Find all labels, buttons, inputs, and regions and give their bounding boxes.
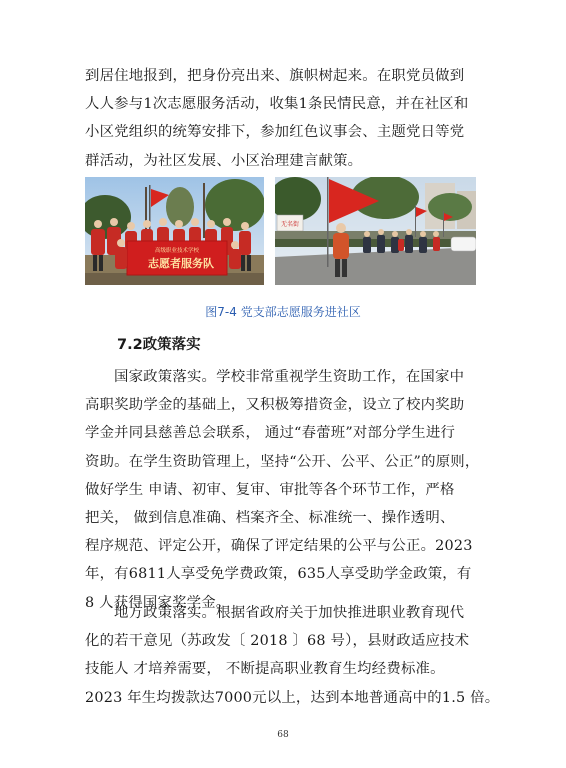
text-line: 做好学生 申请、初审、复审、审批等各个环节工作，严格 <box>85 481 455 498</box>
text-line: 8 人获得国家奖学金。 <box>85 594 231 611</box>
text-line: 程序规范、评定公开，确保了评定结果的公平与公正。2023 <box>85 538 473 555</box>
text-line: 到居住地报到，把身份亮出来、旗帜树起来。在职党员做到 <box>85 68 465 84</box>
section-title: 7.2政策落实 <box>117 337 201 353</box>
text-line: 资助。在学生资助管理上，坚持“公开、公平、公正”的原则， <box>85 453 480 470</box>
page-number: 68 <box>277 730 289 740</box>
figure-caption: 图7-4 党支部志愿服务进社区 <box>205 305 361 319</box>
text-line: 学金并同县慈善总会联系， 通过“春蕾班”对部分学生进行 <box>85 425 456 442</box>
text-line: 技能人 才培养需要， 不断提高职业教育生均经费标准。 <box>85 661 445 678</box>
banner-subtext: 高级职业技术学校 <box>154 248 200 254</box>
text-line: 化的若干意见（苏政发〔 2018 〕68 号），县财政适应技术 <box>85 633 470 650</box>
volunteer-walk-photo <box>275 177 476 285</box>
intro-paragraph <box>85 62 485 175</box>
text-line: 国家政策落实。学校非常重视学生资助工作，在国家中 <box>114 369 465 385</box>
local-policy-paragraph <box>85 599 500 712</box>
text-line: 地方政策落实。根据省政府关于加快推进职业教育现代 <box>114 605 465 621</box>
volunteer-group-photo <box>85 177 264 285</box>
text-line: 小区党组织的统筹安排下，参加红色议事会、主题党日等党 <box>85 124 465 141</box>
text-line: 人人参与1次志愿服务活动，收集1条民情民意，并在社区和 <box>85 96 469 113</box>
text-line: 把关， 做到信息准确、档案齐全、标准统一、操作透明、 <box>85 510 455 527</box>
text-line: 年，有6811人享受免学费政策，635人享受助学金政策，有 <box>85 566 472 583</box>
text-line: 高职奖助学金的基础上，又积极筹措资金，设立了校内奖助 <box>85 397 465 414</box>
national-policy-paragraph <box>85 363 485 617</box>
text-line: 2023 年生均拨款达7000元以上，达到本地普通高中的1.5 倍。 <box>85 689 500 706</box>
street-sign-text: 无名街 <box>280 221 300 228</box>
banner-text: 志愿者服务队 <box>148 257 214 270</box>
text-line: 群活动，为社区发展、小区治理建言献策。 <box>85 152 363 169</box>
